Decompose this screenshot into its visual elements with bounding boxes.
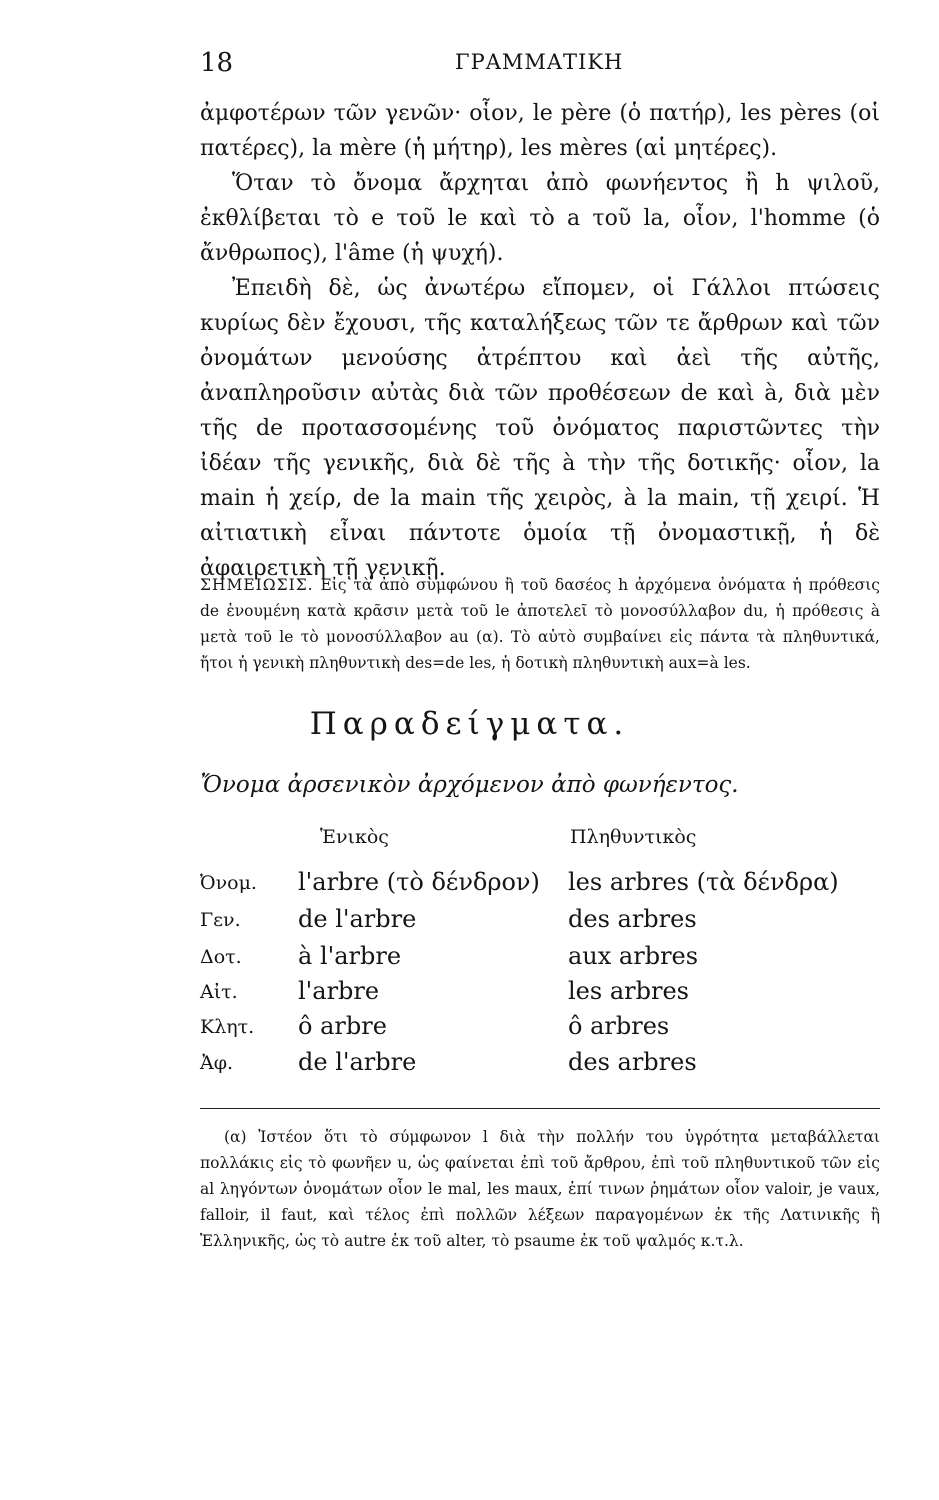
plural-form: les arbres (τὰ δένδρα) xyxy=(568,868,839,896)
singular-form: ô arbre xyxy=(298,1012,387,1040)
singular-form: de l'arbre xyxy=(298,905,417,933)
declension-row xyxy=(200,942,880,978)
note-label: ΣΗΜΕΙΩΣΙΣ. xyxy=(200,576,314,594)
footnote-text: (α) Ἰστέον ὅτι τὸ σύμφωνον l διὰ τὴν πολλήν του ὑγρότητα μεταβάλλεται πολλάκις εἰς τὸ φωνῆεν u, ὡς φαίνεται ἐπὶ τοῦ ἄρθρου, ἐπὶ τοῦ πληθυντικοῦ τῶν εἰς al ληγόντων ὀνομάτων οἷον le mal, les maux, ἐπί τινων ῥημάτων οἷον valoir, je vaux, falloir, il faut, καὶ τέλος ἐπὶ πολλῶν λέξεων παραγομένων ἐκ τῆς Λατινικῆς ἢ Ἑλληνικῆς, ὡς τὸ autre ἐκ τοῦ alter, τὸ psaume ἐκ τοῦ ψαλμός κ.τ.λ. xyxy=(200,1128,880,1250)
case-label: Αἰτ. xyxy=(200,981,238,1003)
declension-row xyxy=(200,1048,880,1084)
plural-form: des arbres xyxy=(568,905,697,933)
note-text: Εἰς τὰ ἀπὸ συμφώνου ἢ τοῦ δασέος h ἀρχόμενα ὀνόματα ἡ πρόθεσις de ἑνουμένη κατὰ κρᾶσιν μετὰ τοῦ le ἀποτελεῖ τὸ μονοσύλλαβον du, ἡ πρόθεσις à μετὰ τοῦ le τὸ μονοσύλλαβον au (α). Τὸ αὐτὸ συμβαίνει εἰς πάντα τὰ πληθυντικά, ἤτοι ἡ γενικὴ πληθυντικὴ des=de les, ἡ δοτικὴ πληθυντικὴ aux=à les. xyxy=(200,576,880,672)
footnote xyxy=(200,1124,880,1254)
examples-heading: Παραδείγματα. xyxy=(309,706,630,742)
paragraph-3: Ἐπειδὴ δὲ, ὡς ἀνωτέρω εἴπομεν, οἱ Γάλλοι πτώσεις κυρίως δὲν ἔχουσι, τῆς καταλήξεως τῶν τε ἄρθρων καὶ τῶν ὀνομάτων μενούσης ἀτρέπτου καὶ ἀεὶ τῆς αὐτῆς, ἀναπληροῦσιν αὐτὰς διὰ τῶν προθέσεων de καὶ à, διὰ μὲν τῆς de προτασσομένης τοῦ ὀνόματος παριστῶντες τὴν ἰδέαν τῆς γενικῆς, διὰ δὲ τῆς à τὴν τῆς δοτικῆς· οἷον, la main ἡ χείρ, de la main τῆς χειρὸς, à la main, τῇ χειρί. Ἡ αἰτιατικὴ εἶναι πάντοτε ὁμοία τῇ ὀνομαστικῇ, ἡ δὲ ἀφαιρετικὴ τῇ γενικῇ. xyxy=(200,276,880,581)
declension-row xyxy=(200,868,880,904)
case-label: Κλητ. xyxy=(200,1016,255,1038)
examples-subheading: Ὄνομα ἀρσενικὸν ἀρχόμενον ἀπὸ φωνήεντος. xyxy=(200,772,739,798)
page-header xyxy=(200,48,880,88)
plural-form: les arbres xyxy=(568,977,689,1005)
page-number: 18 xyxy=(200,48,234,78)
running-title: ΓΡΑΜΜΑΤΙΚΗ xyxy=(455,50,624,74)
singular-column-label: Ἑνικὸς xyxy=(320,826,389,848)
note-block xyxy=(200,572,880,676)
plural-form: aux arbres xyxy=(568,942,699,970)
declension-row xyxy=(200,1012,880,1048)
paragraph-2: Ὅταν τὸ ὄνομα ἄρχηται ἀπὸ φωνήεντος ἢ h ψιλοῦ, ἐκθλίβεται τὸ e τοῦ le καὶ τὸ a τοῦ la, οἷον, l'homme (ὁ ἄνθρωπος), l'âme (ἡ ψυχή). xyxy=(200,171,880,266)
case-label: Γεν. xyxy=(200,909,241,931)
footnote-divider xyxy=(200,1108,880,1109)
case-label: Ὀνομ. xyxy=(200,872,257,894)
declension-row xyxy=(200,905,880,941)
plural-column-label: Πληθυντικὸς xyxy=(570,826,697,848)
body-text xyxy=(200,96,880,586)
case-label: Δοτ. xyxy=(200,946,242,968)
plural-form: ô arbres xyxy=(568,1012,670,1040)
singular-form: l'arbre xyxy=(298,977,380,1005)
singular-form: de l'arbre xyxy=(298,1048,417,1076)
plural-form: des arbres xyxy=(568,1048,697,1076)
singular-form: l'arbre (τὸ δένδρον) xyxy=(298,868,540,896)
singular-form: à l'arbre xyxy=(298,942,402,970)
paragraph-1: ἀμφοτέρων τῶν γενῶν· οἷον, le père (ὁ πατήρ), les pères (οἱ πατέρες), la mère (ἡ μήτηρ), les mères (αἱ μητέρες). xyxy=(200,101,880,161)
declension-row xyxy=(200,977,880,1013)
case-label: Ἀφ. xyxy=(200,1052,234,1074)
